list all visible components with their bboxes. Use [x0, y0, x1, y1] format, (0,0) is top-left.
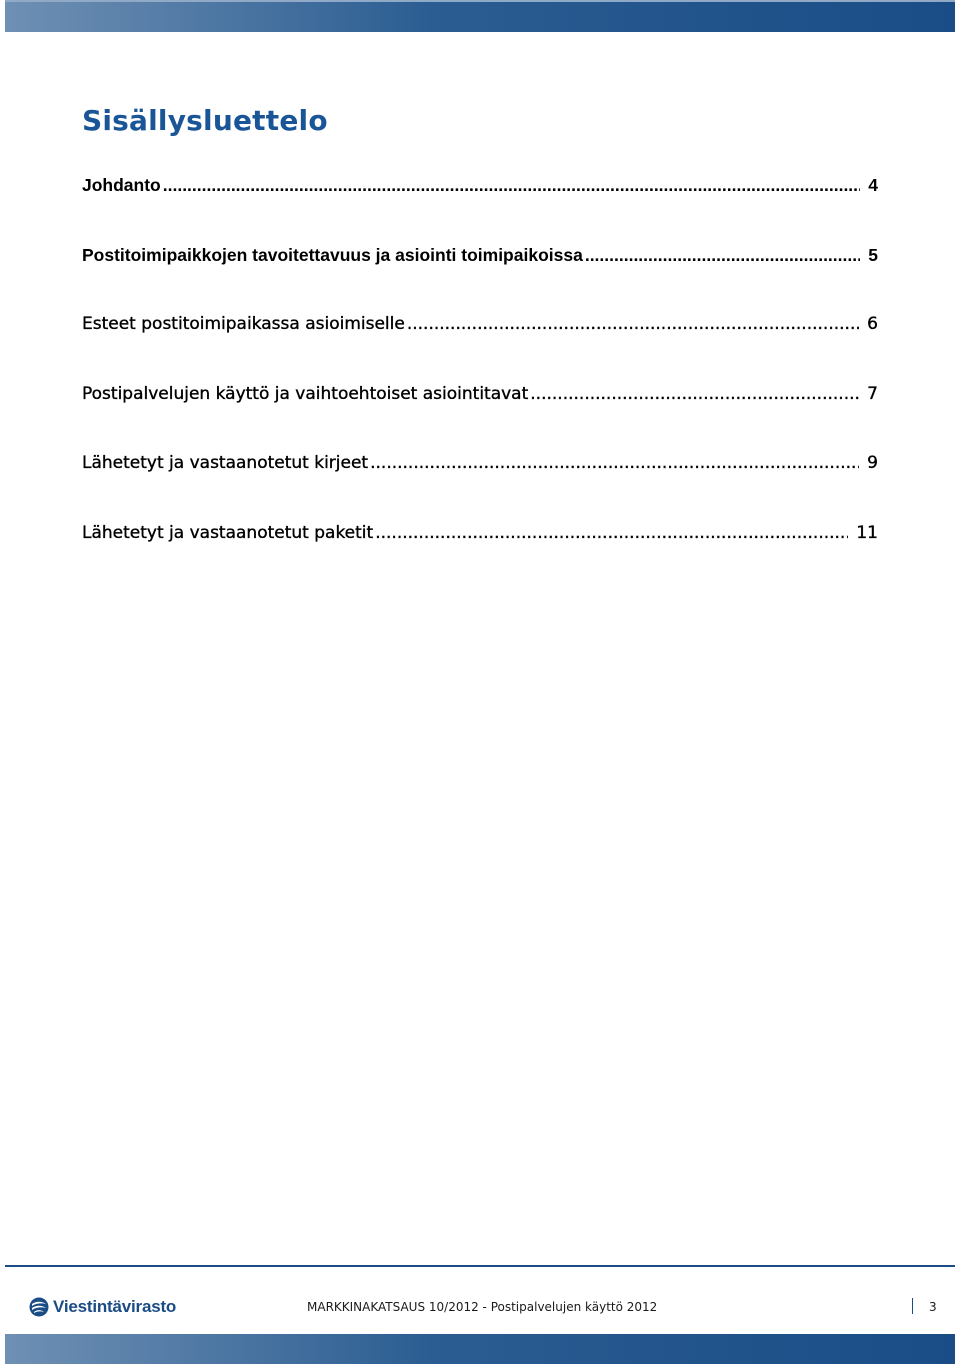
- toc-entry-text: Lähetetyt ja vastaanotetut kirjeet: [82, 453, 369, 473]
- toc-dot-leader: [407, 314, 859, 334]
- toc-entry-text: Esteet postitoimipaikassa asioimiselle: [82, 314, 405, 334]
- globe-swirl-icon: [29, 1297, 49, 1317]
- footer-document-title: MARKKINAKATSAUS 10/2012 - Postipalvelujen käyttö 2012: [307, 1300, 658, 1314]
- toc-entry-paketit[interactable]: [82, 523, 878, 547]
- footer-separator: [912, 1298, 913, 1314]
- toc-entry-page: 7: [867, 383, 878, 404]
- header-band: [5, 2, 955, 32]
- toc-dot-leader: [163, 175, 861, 196]
- footer-band: [5, 1334, 955, 1364]
- toc-entry-text: Postitoimipaikkojen tavoitettavuus ja asiointi toimipaikoissa: [82, 244, 583, 265]
- toc-dot-leader: [585, 245, 860, 266]
- toc-entry-text: Postipalvelujen käyttö ja vaihtoehtoiset asiointitavat: [82, 383, 529, 404]
- toc-title: Sisällysluettelo: [82, 104, 328, 137]
- toc-entry-page: 11: [856, 522, 878, 543]
- page-number: 3: [929, 1300, 937, 1314]
- toc-entry-tavoitettavuus[interactable]: [82, 245, 878, 269]
- toc-dot-leader: [375, 523, 848, 543]
- toc-entry-text: Johdanto: [82, 175, 161, 195]
- table-of-contents: [82, 175, 878, 592]
- logo-wordmark: Viestintävirasto: [53, 1297, 177, 1316]
- toc-dot-leader: [530, 384, 859, 404]
- toc-entry-page: 9: [867, 453, 878, 473]
- footer-rule: [5, 1265, 955, 1267]
- toc-entry-kirjeet[interactable]: [82, 453, 878, 477]
- toc-entry-johdanto[interactable]: [82, 175, 878, 199]
- toc-entry-page: 5: [868, 244, 878, 265]
- toc-dot-leader: [370, 453, 859, 473]
- viestintavirasto-logo: [29, 1296, 176, 1318]
- toc-entry-page: 6: [867, 314, 878, 334]
- toc-entry-kaytto[interactable]: [82, 384, 878, 408]
- toc-entry-esteet[interactable]: [82, 314, 878, 338]
- toc-entry-text: Lähetetyt ja vastaanotetut paketit: [82, 522, 374, 543]
- toc-entry-page: 4: [868, 175, 878, 195]
